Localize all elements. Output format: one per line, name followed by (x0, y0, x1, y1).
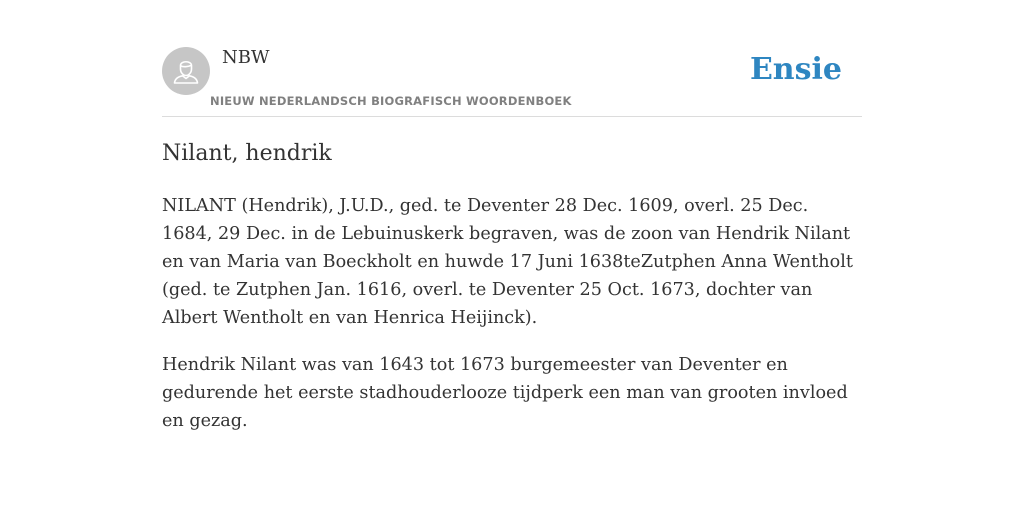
source-full-name: NIEUW NEDERLANDSCH BIOGRAFISCH WOORDENBOEK (210, 94, 572, 108)
source-avatar[interactable] (162, 47, 210, 95)
source-name[interactable]: NBW (222, 47, 270, 68)
article-paragraph: Hendrik Nilant was van 1643 tot 1673 burgemeester van Deventer en gedurende het eerste stadhouderlooze tijdperk een man van grooten invloed en gezag. (162, 355, 848, 431)
article-title: Nilant, hendrik (162, 141, 332, 166)
user-icon (162, 47, 210, 95)
article-body (162, 192, 862, 454)
source-header (162, 46, 862, 117)
brand-logo[interactable]: Ensie (749, 52, 842, 87)
article-paragraph: NILANT (Hendrik), J.U.D., ged. te Deventer 28 Dec. 1609, overl. 25 Dec. 1684, 29 Dec. in de Lebuinuskerk begraven, was de zoon van Hendrik Nilant en van Maria van Boeckholt en huwde 17 Juni 1638teZutphen Anna Wentholt (ged. te Zutphen Jan. 1616, overl. te Deventer 25 Oct. 1673, dochter van Albert Wentholt en van Henrica Heijinck). (162, 196, 853, 328)
